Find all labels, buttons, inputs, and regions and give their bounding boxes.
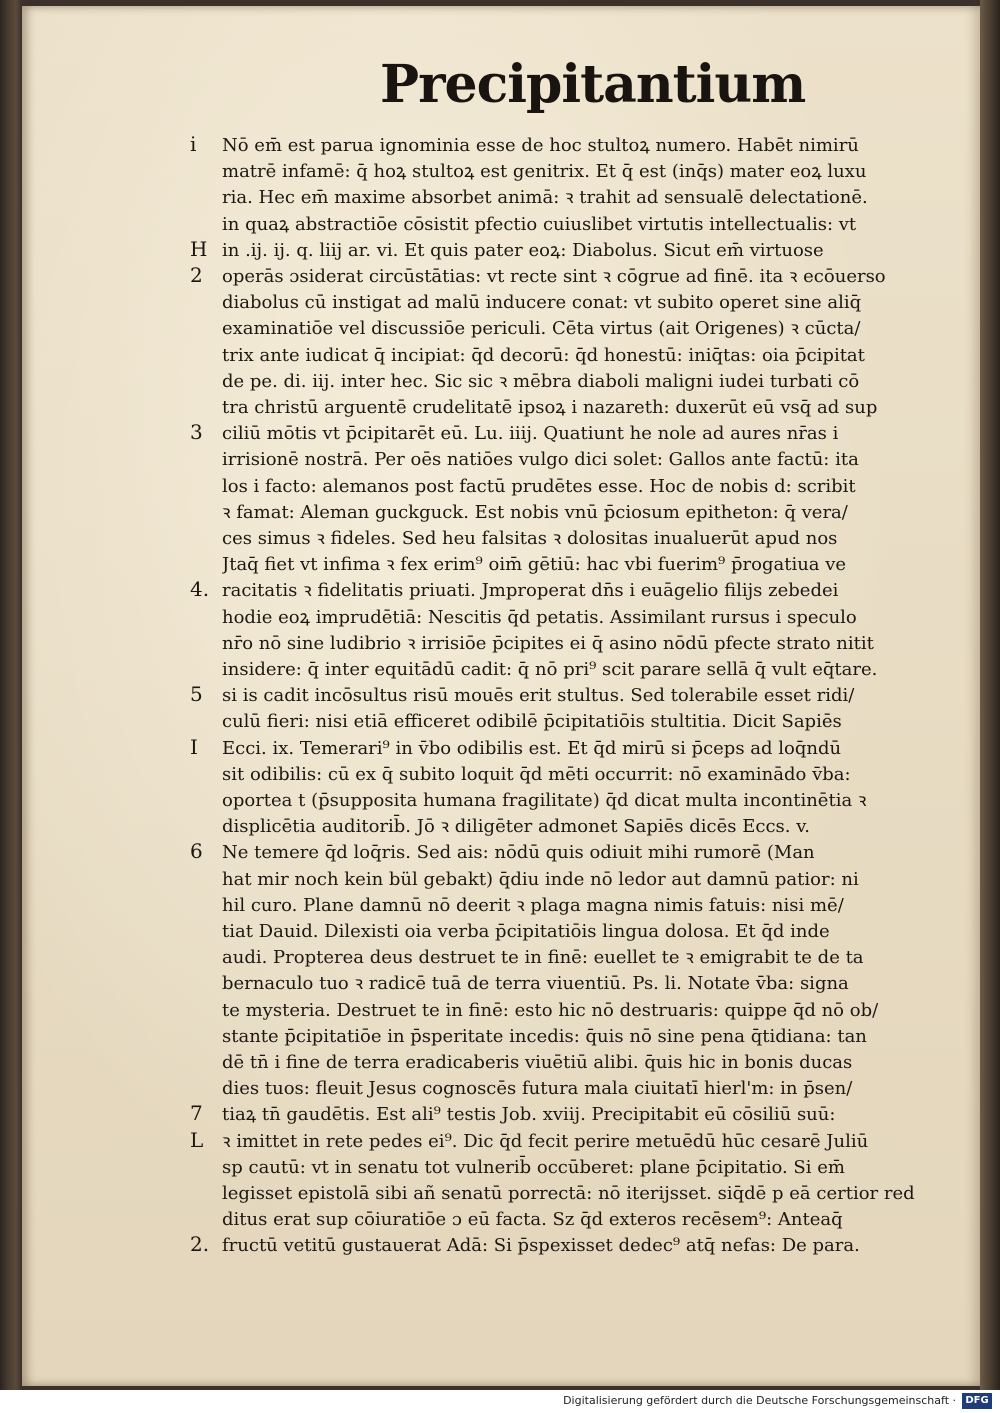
margin-mark: i (190, 132, 197, 156)
margin-mark: 2. (190, 1232, 210, 1257)
margin-mark: 3 (190, 420, 203, 445)
text-line: matrē infamē: q̄ hoꝝ stultoꝝ est genitrix. Et q̄ est (inq̄s) mater eoꝝ luxu (222, 161, 867, 183)
text-line: stante p̄cipitatiōe in p̄speritate incedis: q̄uis nō sine pena q̄tidiana: tan (222, 1025, 867, 1047)
text-line: Nō em̄ est parua ignominia esse de hoc stultoꝝ numero. Habēt nimirū (222, 135, 859, 156)
text-line: ꝛ famat: Aleman guckguck. Est nobis vnū p̄ciosum epitheton: q̄ vera/ (222, 501, 848, 523)
margin-mark: H (190, 236, 208, 261)
footer-bar (0, 1390, 1000, 1413)
page-heading: Precipitantium (380, 54, 806, 115)
text-line: ditus erat sup cōiuratiōe ɔ eū facta. Sz q̄d exteros recēsem⁹: Anteaq̄ (222, 1209, 843, 1231)
text-line: in quaꝝ abstractiōe cōsistit pfectio cuiuslibet virtutis intellectualis: vt (222, 213, 857, 235)
text-line: irrisionē nostrā. Per oēs natiōes vulgo dici solet: Gallos ante factū: ita (222, 449, 859, 471)
margin-mark: 6 (190, 839, 203, 864)
text-line: ꝛ imittet in rete pedes ei⁹. Dic q̄d fecit perire metuēdū hūc cesarē Juliū (222, 1130, 869, 1152)
text-line: culū fieri: nisi etiā efficeret odibilē p̄cipitatiōis stultitia. Dicit Sapiēs (222, 711, 842, 733)
text-line: ciliū mōtis vt p̄cipitarēt eū. Lu. iiij. Quatiunt he nole ad aures nr̄as i (222, 423, 839, 445)
text-line: ces simus ꝛ fideles. Sed heu falsitas ꝛ dolositas inualuerūt apud nos (222, 528, 838, 549)
text-line: tiaꝝ tn̄ gaudētis. Est ali⁹ testis Job. xviij. Precipitabit eū cōsiliū suū: (222, 1104, 836, 1126)
text-line: sit odibilis: cū ex q̄ subito loquit q̄d mēti occurrit: nō examinādo v̄ba: (222, 763, 851, 785)
text-line: hat mir noch kein bül gebakt) q̄diu inde nō ledor aut damnū patior: ni (222, 868, 859, 890)
margin-mark: 5 (190, 682, 203, 707)
text-line: insidere: q̄ inter equitādū cadit: q̄ nō pri⁹ scit parare sellā q̄ vult eq̄tare. (222, 659, 878, 680)
text-line: audi. Propterea deus destruet te in finē: euellet te ꝛ emigrabit te de ta (222, 947, 864, 969)
text-line: ria. Hec em̄ maxime absorbet animā: ꝛ trahit ad sensualē delectationē. (222, 187, 868, 209)
text-line: examinatiōe vel discussiōe periculi. Cēta virtus (ait Origenes) ꝛ cūcta/ (222, 318, 861, 340)
margin-mark: 4. (190, 577, 210, 602)
dfg-logo-icon: DFG (962, 1393, 992, 1409)
text-line: tiat Dauid. Dilexisti oia verba p̄cipitatiōis lingua dolosa. Et q̄d inde (222, 921, 830, 942)
text-line: si is cadit incōsultus risū mouēs erit stultus. Sed tolerabile esset ridi/ (222, 685, 855, 707)
text-line: legisset epistolā sibi añ senatū porrectā: nō iterijsset. siq̄dē p eā certior red (222, 1183, 915, 1204)
margin-mark: 2 (190, 263, 203, 287)
text-line: bernaculo tuo ꝛ radicē tuā de terra viuentiū. Ps. li. Notate v̄ba: signa (222, 973, 849, 995)
text-line: Ecci. ix. Temerari⁹ in v̄bo odibilis est. Et q̄d mirū si p̄ceps ad loq̄ndū (222, 737, 842, 759)
text-line: operās ɔsiderat circūstātias: vt recte sint ꝛ cōgrue ad finē. ita ꝛ ecōuerso (222, 266, 886, 287)
text-line: diabolus cū instigat ad malū inducere conat: vt subito operet sine aliq̄ (222, 292, 862, 314)
margin-mark: I (190, 734, 198, 759)
text-line: sp cautū: vt in senatu tot vulnerib̄ occūberet: plane p̄cipitatio. Si em̄ (222, 1156, 845, 1178)
text-line: oportea t (p̄supposita humana fragilitate) q̄d dicat multa incontinētia ꝛ (222, 790, 867, 811)
text-line: fructū vetitū gustauerat Adā: Si p̄spexisset dedec⁹ atq̄ nefas: De para. (222, 1235, 860, 1257)
margin-mark: 7 (190, 1101, 203, 1126)
text-line: hodie eoꝝ imprudētiā: Nescitis q̄d petatis. Assimilant rursus i speculo (222, 606, 857, 628)
text-line: de pe. di. iij. inter hec. Sic sic ꝛ mēbra diaboli maligni iudei turbati cō (222, 370, 860, 392)
text-line: hil curo. Plane damnū nō deerit ꝛ plaga magna nimis fatuis: nisi mē/ (222, 894, 844, 916)
text-line: displicētia auditorib̄. Jō ꝛ diligēter admonet Sapiēs dicēs Eccs. v. (222, 816, 810, 838)
text-line: trix ante iudicat q̄ incipiat: q̄d decorū: q̄d honestū: iniq̄tas: oia p̄cipitat (222, 344, 865, 366)
text-line: racitatis ꝛ fidelitatis priuati. Jmproperat dn̄s i euāgelio filijs zebedei (222, 580, 839, 602)
text-line: dē tn̄ i fine de terra eradicaberis viuētiū alibi. q̄uis hic in bonis ducas (222, 1052, 853, 1073)
footer-credit: Digitalisierung gefördert durch die Deutsche Forschungsgemeinschaft · (563, 1394, 956, 1407)
text-line: Jtaq̄ fiet vt infima ꝛ fex erim⁹ oim̄ gētiū: hac vbi fuerim⁹ p̄rogatiua ve (222, 554, 847, 576)
text-line: dies tuos: fleuit Jesus cognoscēs futura mala ciuitatī hierl'm: in p̄sen/ (222, 1078, 853, 1100)
text-line: tra christū arguentē crudelitatē ipsoꝝ i nazareth: duxerūt eū vsq̄ ad sup (222, 397, 878, 418)
margin-mark: L (190, 1127, 204, 1152)
text-line: te mysteria. Destruet te in finē: esto hic nō destruaris: quippe q̄d nō ob/ (222, 999, 879, 1021)
book-edge (980, 0, 1000, 1390)
text-line: los i facto: alemanos post factū prudētes esse. Hoc de nobis d: scribit (222, 475, 856, 497)
text-line: nr̄o nō sine ludibrio ꝛ irrisiōe p̄cipites ei q̄ asino nōdū pfecte strato nitit (222, 632, 874, 654)
text-line: Ne temere q̄d loq̄ris. Sed ais: nōdū quis odiuit mihi rumorē (Man (222, 842, 815, 864)
text-line: in .ij. ij. q. liij ar. vi. Et quis pater eoꝝ: Diabolus. Sicut em̄ virtuose (222, 239, 824, 261)
